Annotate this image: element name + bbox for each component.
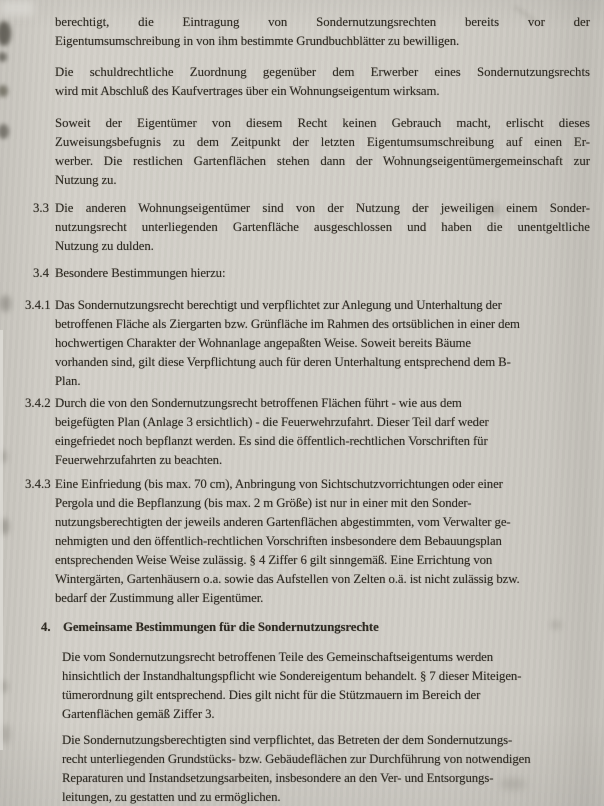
text-line: nehmigten und den öffentlich-rechtlichen Vorschriften insbesondere dem Bebauungsplan bbox=[55, 534, 502, 548]
text-line: recht unterliegenden Grundstücks- bzw. Gebäudeflächen zur Durchführung von notwendigen bbox=[62, 752, 531, 766]
text-line: Eigentumsumschreibung in von ihm bestimmte Grundbuchblätter zu bewilligen. bbox=[55, 34, 460, 48]
text-line: Pergola und die Bepflanzung (bis max. 2 m Größe) ist nur in einer mit den Sonder- bbox=[55, 496, 472, 510]
numbered-clause-3.4.1 bbox=[0, 296, 604, 391]
numbered-clause-3.3 bbox=[0, 199, 604, 256]
clause-text bbox=[55, 63, 590, 101]
clause-text bbox=[55, 296, 590, 391]
paragraph bbox=[0, 648, 604, 724]
text-line: Die Sondernutzungsberechtigten sind verpflichtet, das Betreten der dem Sondernutzungs- bbox=[62, 733, 513, 747]
text-line: Das Sondernutzungsrecht berechtigt und verpflichtet zur Anlegung und Unterhaltung der bbox=[55, 298, 502, 312]
text-line: tümerordnung gilt entsprechend. Dies gilt nicht für die Stützmauern im Bereich der bbox=[62, 688, 481, 702]
text-line: nutzungsrecht unterliegenden Gartenfläche ausgeschlossen und haben die unentgeltliche bbox=[55, 220, 590, 234]
clause-text bbox=[55, 114, 590, 190]
paragraph bbox=[0, 731, 604, 806]
clause-text bbox=[62, 731, 587, 806]
text-line: eingefriedet noch bepflanzt werden. Es sind die öffentlich-rechtlichen Vorschriften für bbox=[55, 434, 488, 448]
text-line: betroffenen Fläche als Ziergarten bzw. Grünfläche im Rahmen des ortsüblichen in einer dem bbox=[55, 317, 520, 331]
text-line: nutzungsberechtigten der jeweils anderen Gartenflächen abgestimmten, vom Verwalter ge- bbox=[55, 515, 511, 529]
clause-number: 3.4.2 bbox=[25, 396, 51, 410]
text-line: Durch die von den Sondernutzungsrecht betroffenen Flächen führt - wie aus dem bbox=[55, 396, 462, 410]
text-line: Gemeinsame Bestimmungen für die Sondernutzungsrechte bbox=[63, 620, 379, 634]
clause-text bbox=[55, 394, 590, 470]
clause-number: 3.4.1 bbox=[25, 298, 51, 312]
text-line: wird mit Abschluß des Kaufvertrages über ein Wohnungseigentum wirksam. bbox=[55, 84, 440, 98]
clause-text bbox=[55, 618, 583, 637]
text-line: Die anderen Wohnungseigentümer sind von der Nutzung der jeweiligen einem Sonder- bbox=[55, 201, 590, 215]
text-line: vorhanden sind, gilt diese Verpflichtung auch für deren Unterhaltung entsprechend dem B- bbox=[55, 355, 511, 369]
clause-list bbox=[0, 13, 604, 806]
clause-number: 3.4.3 bbox=[25, 477, 51, 491]
text-line: hochwertigen Charakter der Wohnanlage angepaßten Weise. Soweit bereits Bäume bbox=[55, 336, 471, 350]
text-line: Eine Einfriedung (bis max. 70 cm), Anbringung von Sichtschutzvorrichtungen oder einer bbox=[55, 477, 503, 491]
text-line: Die schuldrechtliche Zuordnung gegenüber dem Erwerber eines Sondernutzungsrechts bbox=[55, 65, 590, 79]
text-line: entsprechenden Weise Weise zulässig. § 4 Ziffer 6 gilt sinngemäß. Eine Errichtung von bbox=[55, 553, 493, 567]
text-line: beigefügten Plan (Anlage 3 ersichtlich) - die Feuerwehrzufahrt. Dieser Teil darf weder bbox=[55, 415, 489, 429]
text-line: Die vom Sondernutzungsrecht betroffenen Teile des Gemeinschaftseigentums werden bbox=[62, 650, 494, 664]
paragraph bbox=[0, 13, 604, 51]
clause-text bbox=[55, 199, 590, 256]
clause-text bbox=[62, 648, 587, 724]
text-line: Feuerwehrzufahrten zu beachten. bbox=[55, 453, 223, 467]
numbered-clause-3.4 bbox=[0, 264, 604, 283]
clause-number: 4. bbox=[41, 620, 51, 634]
text-line: leitungen, zu gestatten und zu ermöglichen. bbox=[62, 790, 281, 804]
paragraph bbox=[0, 114, 604, 190]
clause-number: 3.4 bbox=[33, 266, 49, 280]
clause-number: 3.3 bbox=[33, 201, 49, 215]
clause-text bbox=[55, 475, 590, 608]
text-line: hinsichtlich der Instandhaltungspflicht wie Sondereigentum behandelt. § 7 dieser Miteigen- bbox=[62, 669, 522, 683]
text-line: Nutzung zu. bbox=[55, 173, 117, 187]
text-line: Zuweisungsbefugnis zu dem Zeitpunkt der letzten Eigentumsumschreibung auf einen Er- bbox=[55, 135, 590, 149]
text-line: werber. Die restlichen Gartenflächen stehen dann der Wohnungseigentümergemeinschaft zur bbox=[55, 154, 590, 168]
text-line: bedarf der Zustimmung aller Eigentümer. bbox=[55, 591, 264, 605]
text-line: Reparaturen und Instandsetzungsarbeiten, insbesondere an den Ver- und Entsorgungs- bbox=[62, 771, 494, 785]
clause-text bbox=[55, 13, 590, 51]
numbered-clause-3.4.3 bbox=[0, 475, 604, 608]
clause-text bbox=[55, 264, 590, 283]
text-line: Gartenflächen gemäß Ziffer 3. bbox=[62, 707, 215, 721]
document-text-block bbox=[0, 13, 604, 806]
numbered-clause-3.4.2 bbox=[0, 394, 604, 470]
paragraph bbox=[0, 63, 604, 101]
text-line: Soweit der Eigentümer von diesem Recht keinen Gebrauch macht, erlischt dieses bbox=[55, 116, 590, 130]
text-line: Plan. bbox=[55, 374, 81, 388]
text-line: Wintergärten, Gartenhäusern o.a. sowie das Aufstellen von Zelten o.ä. ist nicht zulässig bzw. bbox=[55, 572, 520, 586]
section-heading bbox=[0, 618, 604, 637]
text-line: Besondere Bestimmungen hierzu: bbox=[55, 266, 226, 280]
text-line: berechtigt, die Eintragung von Sondernutzungsrechten bereits vor der bbox=[55, 15, 590, 29]
text-line: Nutzung zu dulden. bbox=[55, 239, 154, 253]
